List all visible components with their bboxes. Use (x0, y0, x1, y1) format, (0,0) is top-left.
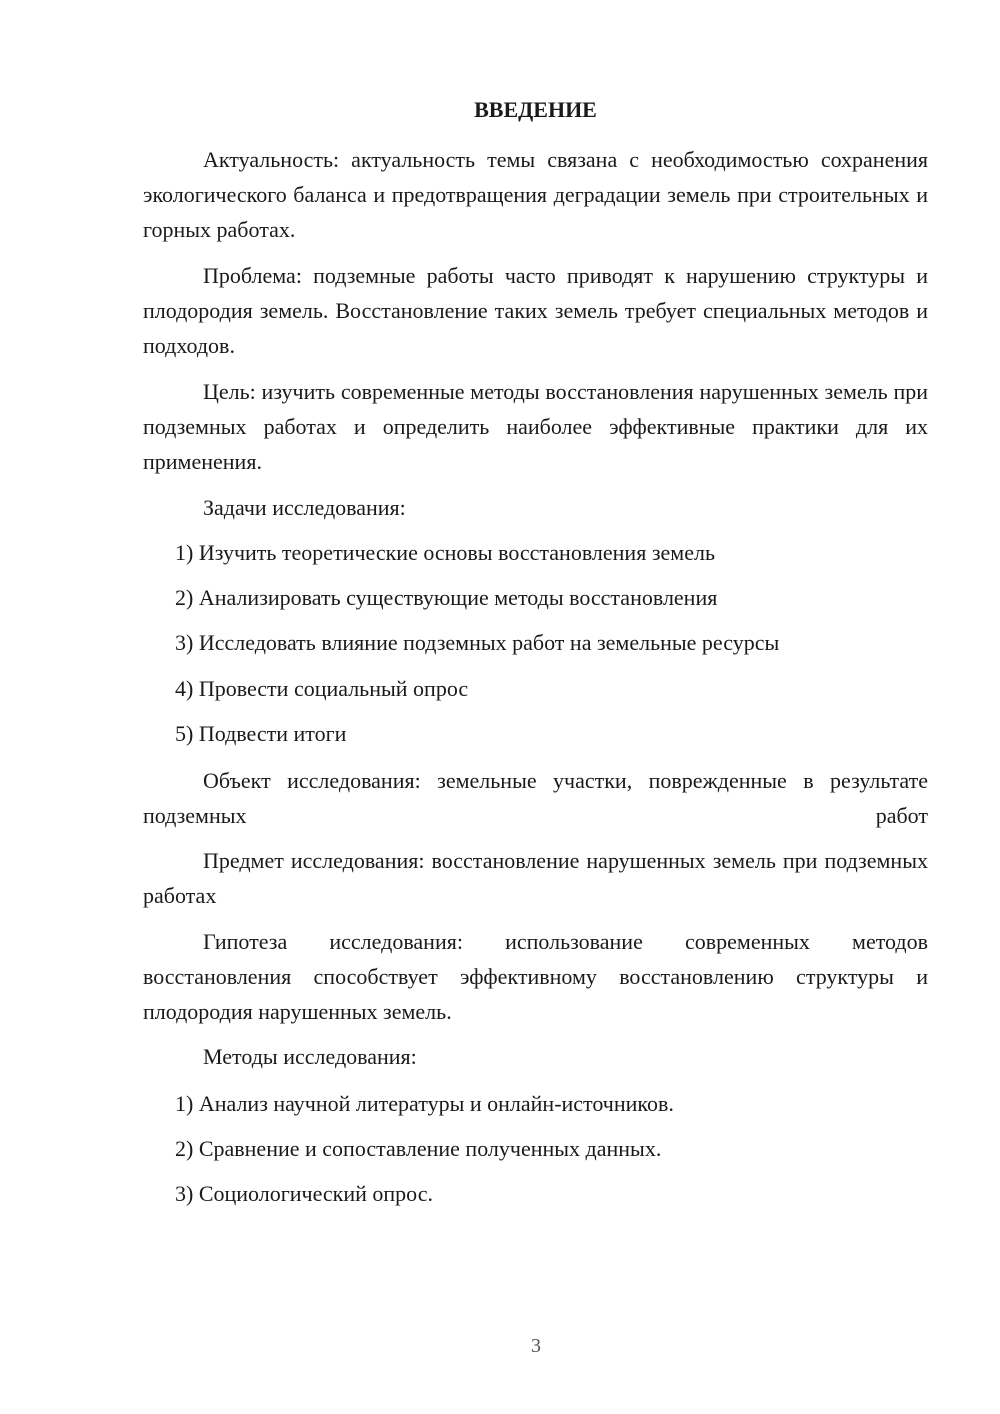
subject-paragraph: Предмет исследования: восстановление нарушенных земель при подземных работах (143, 848, 928, 908)
task-item: 4) Провести социальный опрос (175, 676, 469, 701)
goal-paragraph: Цель: изучить современные методы восстановления нарушенных земель при подземных работах и определить наиболее эффективные практики для их применения. (143, 379, 928, 474)
object-paragraph: Объект исследования: земельные участки, поврежденные в результате подземных работ (143, 768, 928, 828)
page-number: 3 (531, 1335, 541, 1357)
method-item: 1) Анализ научной литературы и онлайн-источников. (175, 1091, 674, 1116)
hypothesis-paragraph: Гипотеза исследования: использование современных методов восстановления способствует эффективному восстановлению структуры и плодородия нарушенных земель. (143, 929, 928, 1024)
task-item: 1) Изучить теоретические основы восстановления земель (175, 540, 715, 565)
relevance-paragraph: Актуальность: актуальность темы связана с необходимостью сохранения экологического баланса и предотвращения деградации земель при строительных и горных работах. (143, 147, 928, 242)
task-item: 5) Подвести итоги (175, 721, 347, 746)
method-item: 2) Сравнение и сопоставление полученных данных. (175, 1136, 662, 1161)
methods-label: Методы исследования: (203, 1044, 417, 1069)
task-item: 2) Анализировать существующие методы восстановления (175, 585, 718, 610)
tasks-label: Задачи исследования: (203, 495, 406, 520)
problem-paragraph: Проблема: подземные работы часто приводят к нарушению структуры и плодородия земель. Восстановление таких земель требует специальных методов и подходов. (143, 263, 928, 358)
task-item: 3) Исследовать влияние подземных работ на земельные ресурсы (175, 630, 780, 655)
section-heading: ВВЕДЕНИЕ (474, 97, 597, 122)
method-item: 3) Социологический опрос. (175, 1181, 433, 1206)
